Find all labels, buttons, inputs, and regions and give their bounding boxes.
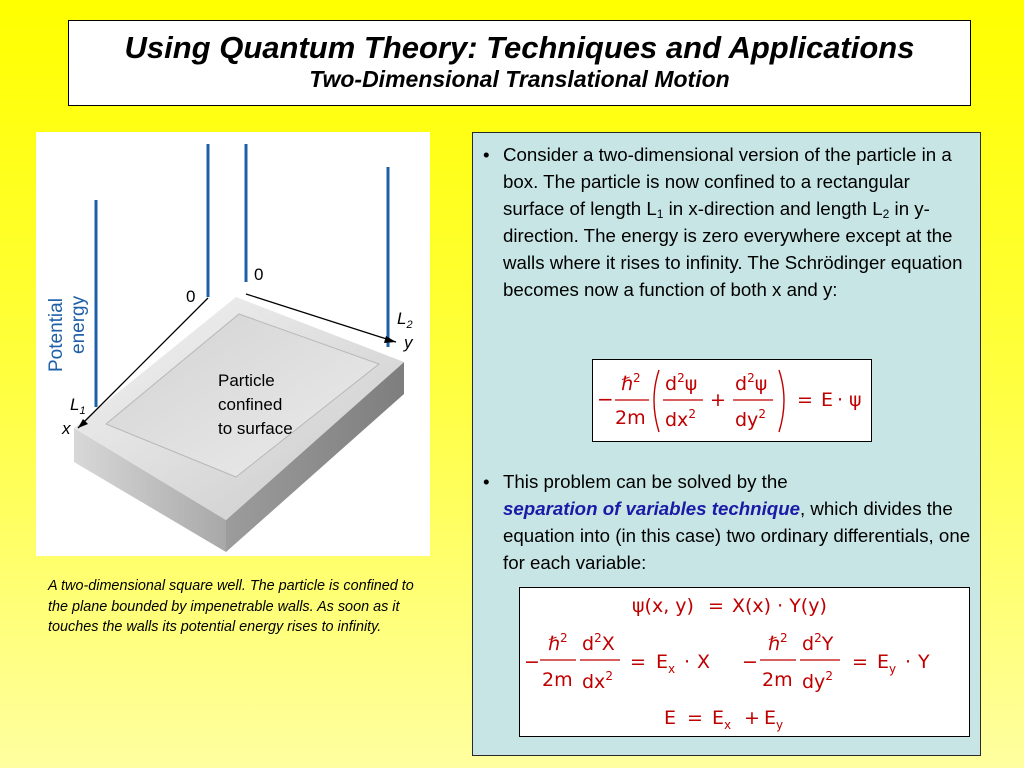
eq2y-equals: = — [852, 651, 868, 673]
eq1-minus: − — [597, 387, 614, 411]
bullet2-text-2: , which divides the equation into (in this case) two ordinary differentials, one for each variable: — [503, 498, 971, 573]
label-x: x — [62, 419, 71, 438]
bullet-separation — [481, 468, 971, 576]
potential-label: Potential — [46, 298, 67, 372]
slide-title: Using Quantum Theory: Techniques and Applications — [124, 30, 915, 65]
title-box — [68, 20, 971, 106]
eq2x-2m: 2m — [542, 669, 573, 691]
content-panel — [472, 132, 981, 756]
eq2-total-E: E — [664, 707, 677, 729]
eq1-plus: + — [710, 389, 726, 411]
separation-equations — [519, 587, 970, 737]
eq1-d2psi-y: $d^2\psi$ — [735, 371, 768, 395]
eq2-total-Ey: $E_y$ — [764, 707, 784, 732]
eq2-sep-rhs: X(x) · Y(y) — [732, 595, 827, 617]
eq1-rparen — [779, 370, 784, 432]
eq1-2m: 2m — [615, 407, 646, 429]
eq2x-equals: = — [630, 651, 646, 673]
square-well-illustration — [36, 132, 430, 556]
potential-energy-label — [46, 295, 89, 372]
eq2x-dot: · — [684, 651, 691, 673]
eq2y-Ey: $E_y$ — [877, 651, 897, 676]
eq1-E: E — [821, 389, 834, 411]
schrodinger-2d-equation — [592, 359, 872, 442]
eq1-lparen — [654, 370, 659, 432]
particle-label-1: Particle — [218, 371, 275, 390]
energy-label: energy — [68, 295, 89, 354]
bullet2-text: This problem can be solved by the — [503, 471, 788, 492]
bullet1-sub2: 2 — [882, 207, 890, 221]
eq2y-hbar: ℏ$^2$ — [768, 631, 788, 655]
eq2x-Ex: $E_x$ — [656, 651, 676, 676]
square-well-figure — [36, 132, 430, 556]
bullet1-text: Consider a two-dimensional version of the particle in a box. The particle is now confined to a rectangular surface of length L — [503, 144, 952, 219]
eq2y-2m: 2m — [762, 669, 793, 691]
eq1-d2psi-x: $d^2\psi$ — [665, 371, 698, 395]
zero-label-right: 0 — [254, 265, 264, 284]
eq1-equals: = — [797, 389, 813, 411]
bullet-dot: • — [483, 471, 490, 492]
bullet1-sub1: 1 — [656, 207, 664, 221]
eq2-total-equals: = — [687, 707, 703, 729]
eq2y-minus: − — [742, 651, 758, 673]
eq1-dy2: $dy^2$ — [735, 407, 766, 431]
eq2-total-plus: + — [744, 707, 760, 729]
axis-y-arrow — [384, 336, 396, 343]
eq2y-Y: Y — [918, 651, 930, 673]
figure-caption: A two-dimensional square well. The particle is confined to the plane bounded by impenetrable walls. As soon as it touches the walls its potential energy rises to infinity. — [48, 578, 414, 635]
bullet-2d-box — [481, 141, 971, 303]
bullet1-text-2: in x-direction and length L — [663, 198, 883, 219]
eq2y-dy2: $dy^2$ — [802, 669, 833, 693]
eq1-hbar: ℏ$^2$ — [621, 371, 641, 395]
eq2x-d2X: $d^2X$ — [582, 631, 615, 655]
eq2y-dot: · — [905, 651, 912, 673]
label-y: y — [404, 333, 413, 352]
eq2x-hbar: ℏ$^2$ — [548, 631, 568, 655]
eq2y-d2Y: $d^2Y$ — [802, 631, 834, 655]
bullet-dot: • — [483, 144, 490, 165]
eq2-total-Ex: $E_x$ — [712, 707, 732, 732]
slide-subtitle: Two-Dimensional Translational Motion — [309, 66, 730, 92]
separation-technique-emphasis: separation of variables technique — [503, 498, 801, 519]
eq2x-X: X — [697, 651, 711, 673]
particle-label-2: confined — [218, 395, 283, 414]
bullet1-text-3: in y-direction. The energy is zero everywhere except at the walls where it rises to infinity. The Schrödinger equation becomes now a function of both x and y: — [503, 198, 963, 300]
zero-label-left: 0 — [186, 287, 196, 306]
particle-label-3: to surface — [218, 419, 293, 438]
eq1-dx2: $dx^2$ — [665, 407, 696, 431]
eq2-sep-equals: = — [708, 595, 724, 617]
label-L1: $L_1$ — [70, 395, 86, 417]
eq2-sep-lhs: ψ(x, y) — [632, 595, 694, 617]
label-L2: $L_2$ — [397, 309, 413, 331]
eq2x-minus: − — [524, 651, 540, 673]
eq1-psi: ψ — [849, 389, 862, 411]
eq1-dot: · — [837, 389, 844, 411]
eq2x-dx2: $dx^2$ — [582, 669, 613, 693]
